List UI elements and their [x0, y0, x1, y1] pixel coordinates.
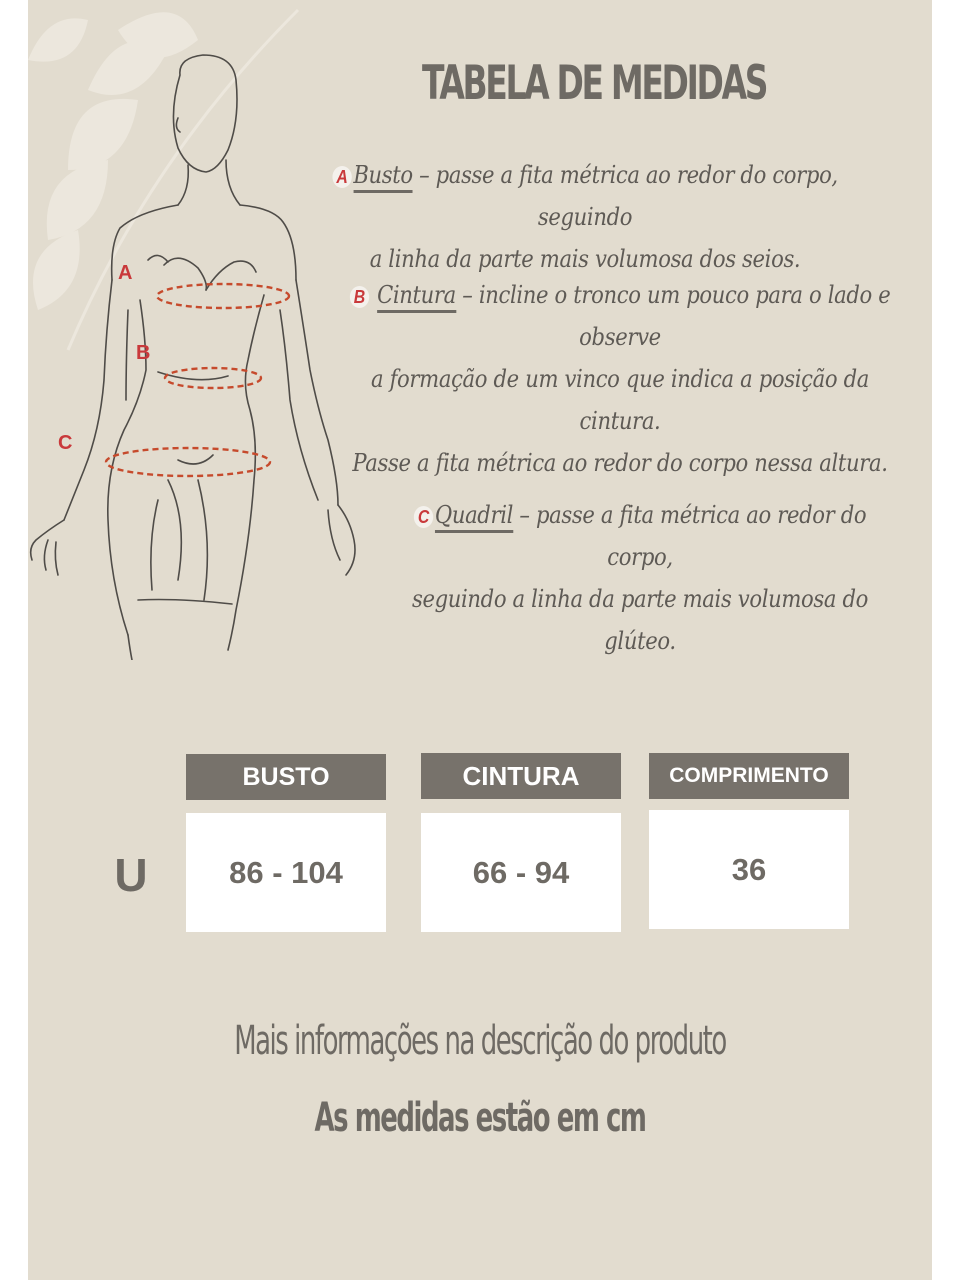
marker-a-badge: A: [332, 166, 351, 188]
cintura-text-line3: a formação de um vinco que indica a posição da cintura.: [370, 365, 870, 435]
units-note: As medidas estão em cm: [314, 1095, 646, 1141]
figure-marker-b: B: [136, 342, 151, 364]
quadril-text-line3: glúteo.: [604, 627, 676, 655]
busto-term: Busto: [353, 160, 412, 193]
more-info-text: Mais informações na descrição do produto: [234, 1018, 726, 1064]
figure-marker-c: C: [58, 432, 73, 454]
quadril-text-line1: – passe a fita métrica ao redor do corpo,: [513, 501, 867, 571]
cintura-text-line2: observe: [579, 323, 661, 351]
value-comprimento-text: 36: [731, 852, 767, 887]
busto-description: [299, 154, 871, 280]
busto-text-line1: – passe a fita métrica ao redor do corpo, seguindo: [412, 161, 838, 231]
column-header-busto: BUSTO: [186, 754, 386, 800]
busto-text-line2: a linha da parte mais volumosa dos seios.: [369, 245, 801, 273]
column-header-cintura: CINTURA: [421, 753, 621, 799]
quadril-term: Quadril: [435, 500, 513, 533]
cintura-description: [330, 274, 911, 484]
marker-c-badge: C: [414, 506, 433, 528]
cintura-text-line4: Passe a fita métrica ao redor do corpo nessa altura.: [352, 449, 888, 477]
value-cintura: 66 - 94: [421, 813, 621, 932]
value-busto: 86 - 104: [186, 813, 386, 932]
cintura-text-line1: – incline o tronco um pouco para o lado e: [455, 281, 891, 309]
value-comprimento: [649, 810, 849, 929]
size-label: U: [114, 849, 148, 901]
quadril-description: [385, 494, 895, 662]
quadril-text-line2: seguindo a linha da parte mais volumosa do: [411, 585, 869, 613]
cintura-term: Cintura: [377, 280, 456, 313]
marker-b-badge: B: [350, 286, 369, 308]
figure-marker-a: A: [118, 262, 133, 284]
column-header-comprimento: COMPRIMENTO: [649, 753, 849, 799]
size-chart-page: [28, 0, 932, 1280]
page-title: TABELA DE MEDIDAS: [422, 56, 767, 111]
